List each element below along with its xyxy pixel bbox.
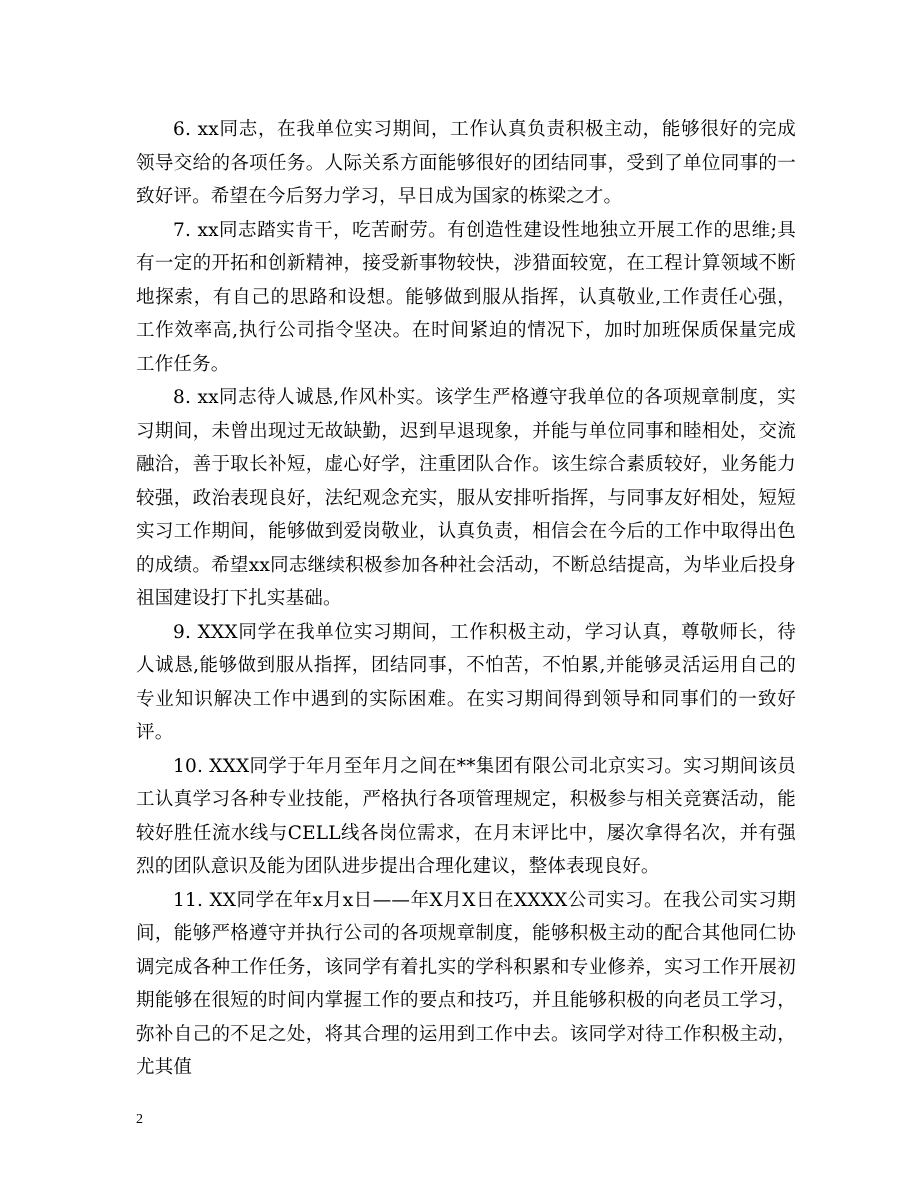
paragraph-9: 9. XXX同学在我单位实习期间，工作积极主动，学习认真，尊敬师长，待人诚恳,能够做到服从指挥，团结同事，不怕苦，不怕累,并能够灵活运用自己的专业知识解决工作中遇到的实际困难。在实习期间得到领导和同事们的一致好评。 [136, 621, 796, 743]
paragraph-11: 11. XX同学在年x月x日——年X月X日在XXXX公司实习。在我公司实习期间，能够严格遵守并执行公司的各项规章制度，能够积极主动的配合其他同仁协调完成各种工作任务，该同学有着扎实的学科积累和专业修养，实习工作开展初期能够在很短的时间内掌握工作的要点和技巧，并且能够积极的向老员工学习，弥补自己的不足之处，将其合理的运用到工作中去。该同学对待工作积极主动，尤其值 [136, 889, 796, 1078]
paragraph-8: 8. xx同志待人诚恳,作风朴实。该学生严格遵守我单位的各项规章制度，实习期间，未曾出现过无故缺勤，迟到早退现象，并能与单位同事和睦相处，交流融洽，善于取长补短，虚心好学，注重团队合作。该生综合素质较好，业务能力较强，政治表现良好，法纪观念充实，服从安排听指挥，与同事友好相处，短短实习工作期间，能够做到爱岗敬业，认真负责，相信会在今后的工作中取得出色的成绩。希望xx同志继续积极参加各种社会活动，不断总结提高，为毕业后投身祖国建设打下扎实基础。 [136, 387, 796, 609]
paragraph-10: 10. XXX同学于年月至年月之间在**集团有限公司北京实习。实习期间该员工认真学习各种专业技能，严格执行各项管理规定，积极参与相关竞赛活动，能较好胜任流水线与CELL线各岗位需求，在月末评比中，屡次拿得名次，并有强烈的团队意识及能为团队进步提出合理化建议，整体表现良好。 [136, 755, 796, 877]
page-number: 2 [136, 1112, 143, 1127]
document-body [136, 113, 796, 1085]
paragraph-6: 6. xx同志，在我单位实习期间，工作认真负责积极主动，能够很好的完成领导交给的各项任务。人际关系方面能够很好的团结同事，受到了单位同事的一致好评。希望在今后努力学习，早日成为国家的栋梁之才。 [136, 119, 796, 207]
paragraph-7: 7. xx同志踏实肯干，吃苦耐劳。有创造性建设性地独立开展工作的思维;具有一定的开拓和创新精神，接受新事物较快，涉猎面较宽，在工程计算领域不断地探索，有自己的思路和设想。能够做到服从指挥，认真敬业,工作责任心强，工作效率高,执行公司指令坚决。在时间紧迫的情况下，加时加班保质保量完成工作任务。 [136, 219, 796, 375]
